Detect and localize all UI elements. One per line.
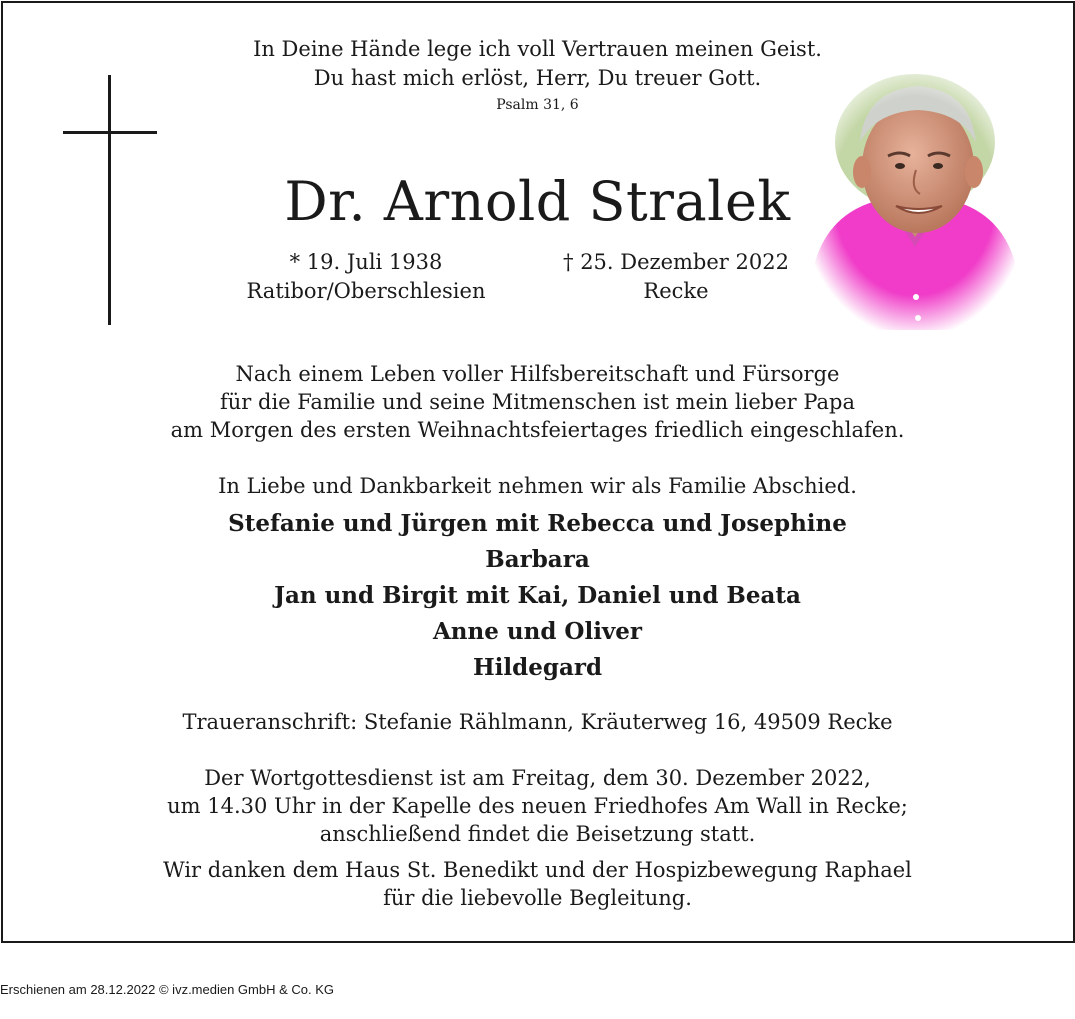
intro-paragraph	[0, 360, 1075, 444]
verse-line: Du hast mich erlöst, Herr, Du treuer Gott.	[313, 66, 762, 90]
family-member: Stefanie und Jürgen mit Rebecca und Josephine	[228, 510, 847, 537]
family-list	[0, 506, 1075, 686]
service-line: um 14.30 Uhr in der Kapelle des neuen Friedhofes Am Wall in Recke;	[167, 794, 908, 818]
farewell-line: In Liebe und Dankbarkeit nehmen wir als Familie Abschied.	[218, 474, 857, 498]
death-place: Recke	[643, 279, 709, 303]
thanks-line: Wir danken dem Haus St. Benedikt und der Hospizbewegung Raphael	[163, 858, 912, 882]
intro-line: für die Familie und seine Mitmenschen ist mein lieber Papa	[219, 390, 855, 414]
family-member: Anne und Oliver	[432, 618, 643, 645]
portrait-photo	[810, 72, 1020, 330]
intro-line: am Morgen des ersten Weihnachtsfeiertages friedlich eingeschlafen.	[170, 418, 905, 442]
verse-reference: Psalm 31, 6	[496, 97, 579, 113]
service-info	[0, 764, 1075, 848]
cross-icon-bar	[63, 131, 157, 134]
family-member: Barbara	[485, 546, 590, 573]
service-line: anschließend findet die Beisetzung statt.	[319, 822, 756, 846]
service-line: Der Wortgottesdienst ist am Freitag, dem 30. Dezember 2022,	[204, 766, 871, 790]
death-info	[540, 248, 812, 306]
thanks-note	[0, 856, 1075, 912]
death-date: † 25. Dezember 2022	[563, 250, 789, 274]
birth-info	[218, 248, 514, 306]
publication-footer: Erschienen am 28.12.2022 © ivz.medien GmbH & Co. KG	[0, 982, 335, 997]
birth-date: * 19. Juli 1938	[289, 250, 443, 274]
birth-place: Ratibor/Oberschlesien	[246, 279, 486, 303]
family-member: Jan und Birgit mit Kai, Daniel und Beata	[274, 582, 801, 609]
thanks-line: für die liebevolle Begleitung.	[383, 886, 692, 910]
family-member: Hildegard	[472, 654, 603, 681]
deceased-name: Dr. Arnold Stralek	[284, 170, 791, 233]
verse-line: In Deine Hände lege ich voll Vertrauen meinen Geist.	[253, 37, 822, 61]
mourning-address: Traueranschrift: Stefanie Rählmann, Kräuterweg 16, 49509 Recke	[182, 710, 893, 734]
intro-line: Nach einem Leben voller Hilfsbereitschaft und Fürsorge	[235, 362, 840, 386]
